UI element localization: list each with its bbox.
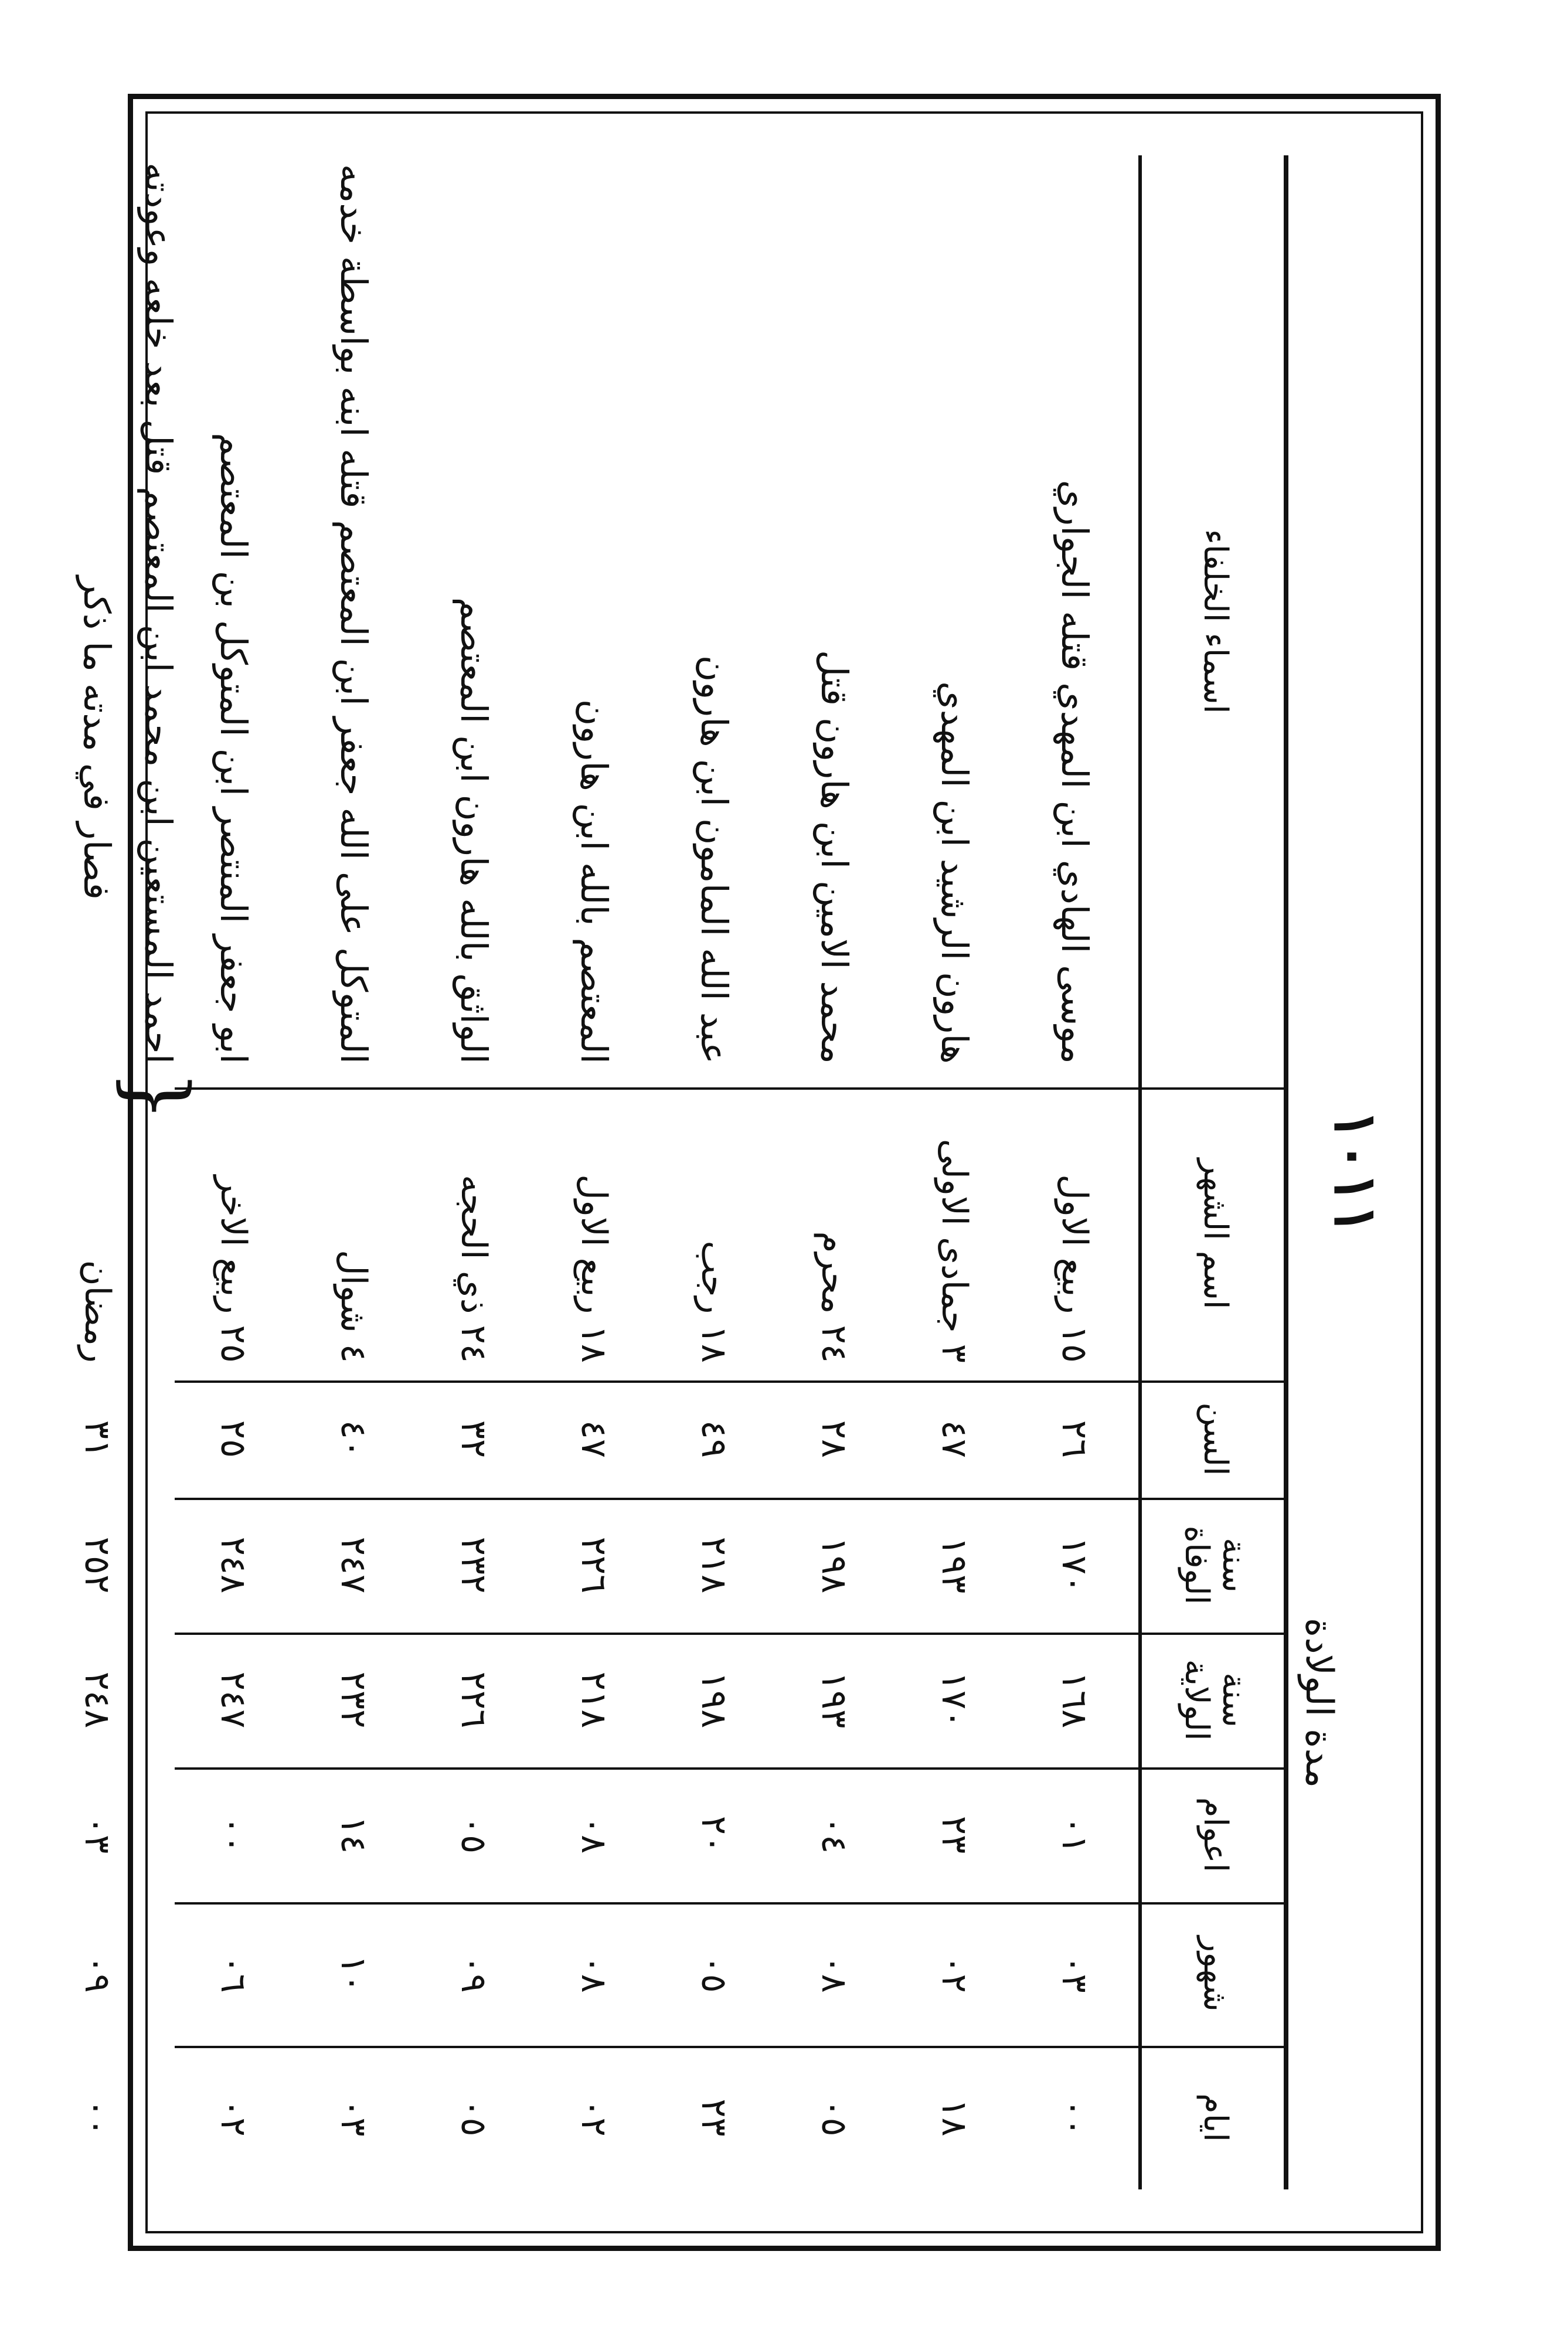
rotated-page-content [76,111,1423,2233]
month-name: ١٨ ربيع الاول [573,1174,615,1363]
reign-days: ٠٠ [1054,2099,1096,2137]
death-year: ٢٥٢ [77,1536,118,1594]
reign-days [130,2046,188,2189]
age: ٣٢ [453,1420,495,1458]
accession-year: ١٦٨ [1054,1671,1096,1729]
death-year: ١٩٣ [934,1536,975,1594]
caliph-name: الواثق بالله هارون ابن المعتصم [453,597,495,1064]
month-name [130,1087,188,1380]
reign-days: ٠٢ [573,2099,615,2137]
row-brace: } [110,1070,205,1123]
header-days: ايام [1196,2093,1235,2142]
age: ٢٦ [1054,1420,1096,1458]
table-row [65,155,130,2189]
caliphs-table [76,155,1341,2189]
month-name: ٢٤ ذي الحجه [453,1175,495,1363]
accession-year: ١٩٣ [814,1671,855,1729]
reign-years: ٠٠ [213,1815,254,1854]
header-years: اعوام [1196,1797,1235,1873]
reign-days: ٠٠ [77,2099,118,2137]
reign-days: ٠٥ [453,2099,495,2137]
age: ٣١ [77,1420,118,1458]
reign-months: ٠٣ [1054,1955,1096,1993]
header-months: شهور [1196,1936,1235,2012]
accession-year: ٢١٨ [573,1671,615,1729]
table-row [894,155,1015,2189]
month-name: ٤ شوال [333,1250,375,1363]
reign-years: ٠١ [1054,1815,1096,1854]
caliph-name: هارون الرشيد ابن المهدي [933,681,976,1064]
month-name: رمضان [77,1260,118,1363]
reign-days: ٠٢ [213,2099,254,2137]
month-name: ٣ جمادى الاولى [934,1138,975,1363]
header-month: اسم الشهر [1196,1158,1235,1310]
age: ٤٠ [333,1420,375,1458]
caliph-name: موسى الهادي ابن المهدي قتله الجواري [1053,480,1096,1064]
caliph-name: ابو جعفر المنتصر ابن المتوكل بن المعتصم [212,433,255,1064]
header-rule [1138,155,1142,2189]
death-year: ١٩٨ [814,1536,855,1594]
age: ٢٥ [213,1420,254,1458]
header-age: السن [1196,1402,1235,1476]
table-row [654,155,774,2189]
table-row [774,155,894,2189]
table-row [1015,155,1135,2189]
reign-months: ٠٩ [77,1955,118,1993]
caliph-name: عبد الله المامون ابن هارون [693,655,736,1064]
table-row [534,155,654,2189]
table-row [294,155,414,2189]
caliph-name: محمد الامين ابن هارون قتل [813,649,856,1064]
age: ٤٩ [693,1420,735,1458]
reign-years: ٠٣ [77,1815,118,1854]
accession-year: ١٧٠ [934,1671,975,1729]
death-year: ١٧٠ [1054,1536,1096,1594]
table-row [414,155,534,2189]
reign-days: ٢٣ [693,2099,735,2137]
reign-years: ٢٠ [693,1815,735,1854]
age [130,1380,188,1498]
reign-months: ٠٨ [573,1955,615,1993]
accession-year: ٢٤٧ [213,1671,254,1729]
accession-year: ١٩٨ [693,1671,735,1729]
group-header-duration: مدة الولادة [1297,1617,1341,1788]
page-number: ١٠١١ [1321,1109,1390,1236]
header-accession-year: سنة الولاية [1178,1659,1254,1741]
header-row [1142,155,1288,2189]
death-year [130,1498,188,1633]
month-name: ٢٥ ربيع الاخر [213,1175,254,1363]
reign-years: ٢٣ [934,1815,975,1854]
header-death-year: سنة الوفاة [1178,1525,1254,1605]
reign-months: ٠٦ [213,1955,254,1993]
reign-years: ٠٥ [453,1815,495,1854]
month-name: ١٥ ربيع الاول [1054,1174,1096,1363]
caliph-name: احمد المستعين ابن محمد ابن المعتصم قتل بعد خلعه وعودته [137,162,181,1064]
reign-days: ٠٥ [814,2099,855,2137]
reign-days: ٠٣ [333,2099,375,2137]
reign-years: ٠٤ [814,1815,855,1854]
reign-years: ٠٨ [573,1815,615,1854]
caliph-name: فصار في مدته ما ذكر [76,576,119,900]
table-row [174,155,294,2189]
accession-year: ٢٣٢ [333,1671,375,1729]
reign-months: ٠٩ [453,1955,495,1993]
reign-months: ٠٥ [693,1955,735,1993]
reign-months [130,1902,188,2046]
death-year: ٢٤٧ [333,1536,375,1594]
header-names: اسماء الخلفاء [1196,529,1235,714]
caliph-name: المتوكل على الله جعفر ابن المعتصم قتله ابنه بواسطة خدمه [332,164,375,1064]
death-year: ٢٤٨ [213,1536,254,1594]
month-name: ٢٤ محرم [814,1231,855,1363]
death-year: ٢٢٦ [573,1536,615,1594]
reign-years [130,1767,188,1902]
caliph-name: المعتصم بالله ابن هارون [573,699,615,1064]
accession-year: ٢٤٨ [77,1671,118,1729]
reign-months: ١٠ [333,1955,375,1993]
reign-days: ١٨ [934,2099,975,2137]
age: ٤٧ [934,1420,975,1458]
age: ٤٧ [573,1420,615,1458]
age: ٢٨ [814,1420,855,1458]
month-name: ١٨ رجب [693,1240,735,1363]
reign-months: ٠٢ [934,1955,975,1993]
table-row [130,155,188,2189]
accession-year [130,1633,188,1767]
reign-months: ٠٨ [814,1955,855,1993]
accession-year: ٢٢٦ [453,1671,495,1729]
death-year: ٢٣٢ [453,1536,495,1594]
death-year: ٢١٨ [693,1536,735,1594]
reign-years: ١٤ [333,1815,375,1854]
